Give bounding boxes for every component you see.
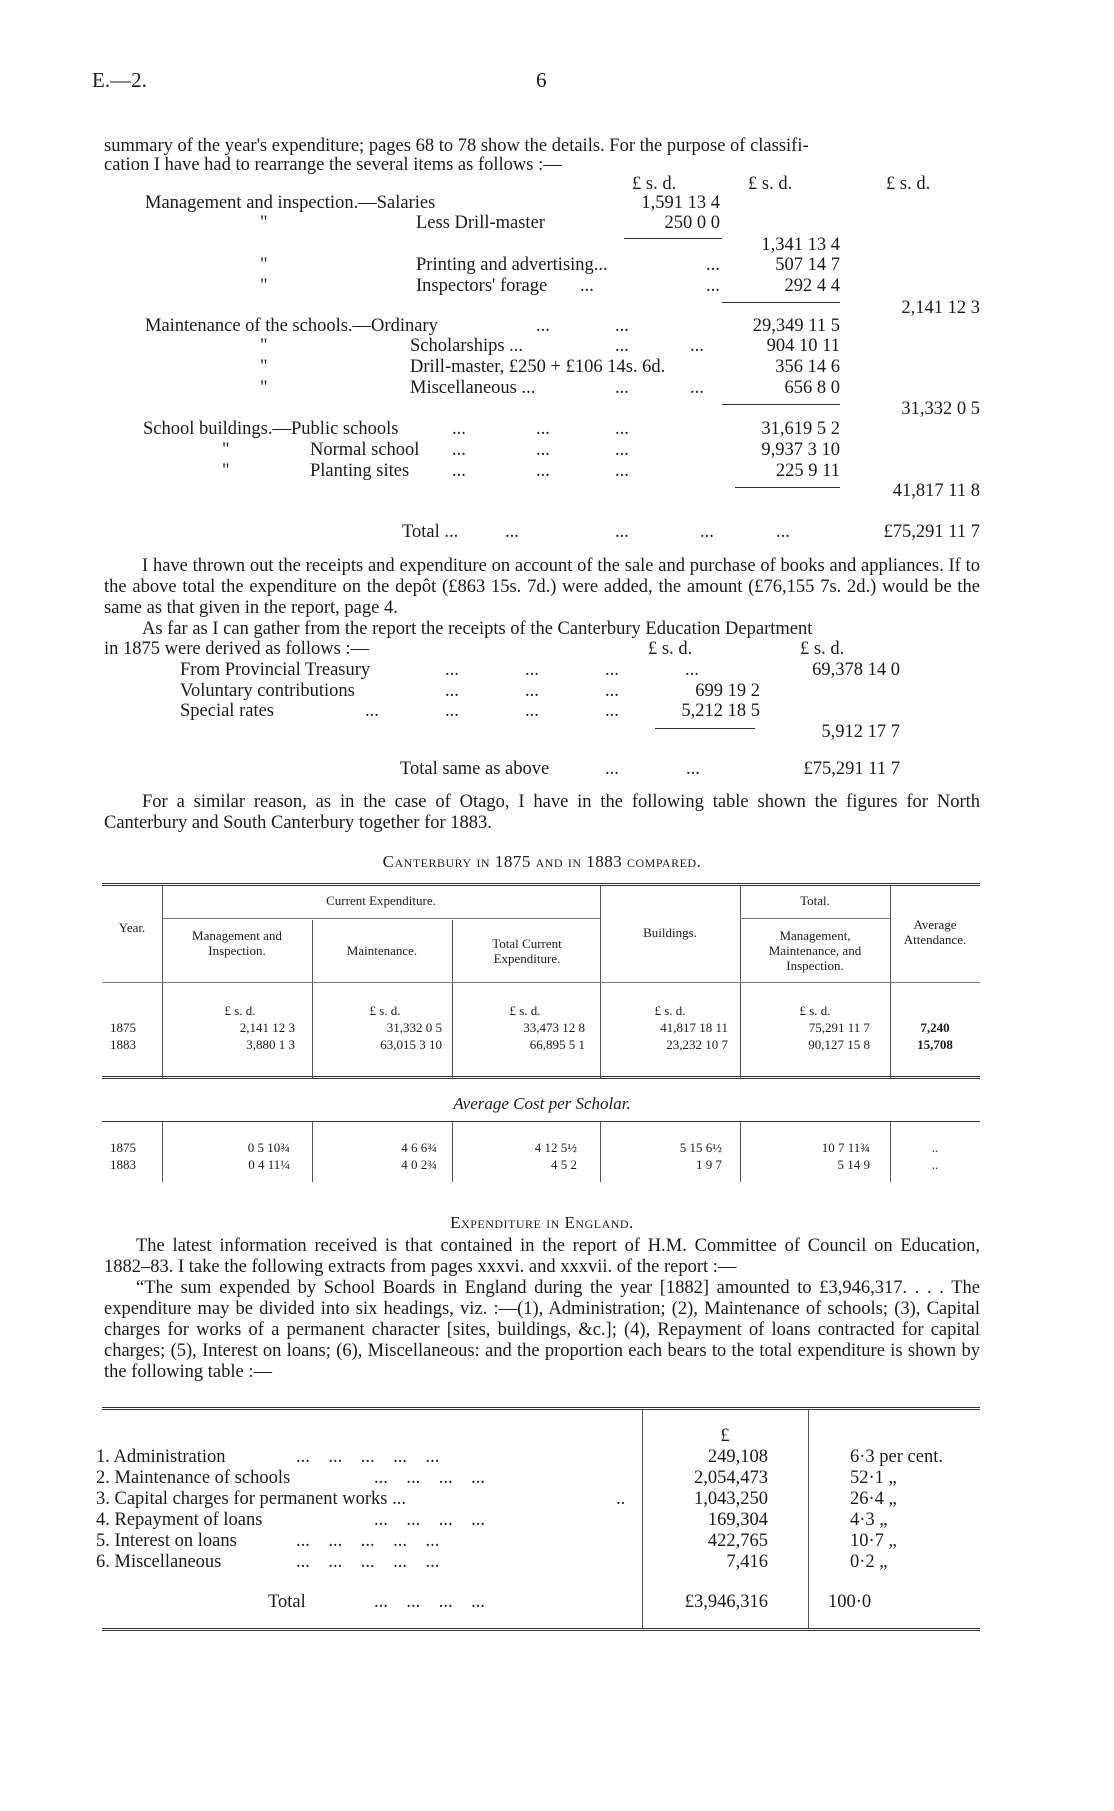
ditto-mark: " xyxy=(260,336,268,356)
item-percent: 52·1 „ xyxy=(850,1468,897,1488)
misc-amount: 656 8 0 xyxy=(784,378,840,398)
cell-total: 75,291 11 7 xyxy=(808,1020,870,1035)
item-amount: 2,054,473 xyxy=(694,1468,768,1488)
unit-label: £ s. d. xyxy=(509,1003,541,1018)
mgmt-subtotal: 1,341 13 4 xyxy=(761,235,840,255)
normal-school-amount: 9,937 3 10 xyxy=(761,440,840,460)
list-item: 5. Interest on loans xyxy=(96,1531,237,1551)
mgmt-total: 2,141 12 3 xyxy=(901,298,980,318)
ditto-mark: " xyxy=(260,357,268,377)
comparison-table-title: Canterbury in 1875 and in 1883 compared. xyxy=(382,852,702,871)
cell-year: 1883 xyxy=(110,1157,136,1172)
maint-total: 31,332 0 5 xyxy=(901,399,980,419)
cell-year: 1875 xyxy=(110,1140,136,1155)
normal-school-label: Normal school xyxy=(310,440,420,460)
cell-maint: 4 6 6¾ xyxy=(401,1140,437,1155)
misc-label: Miscellaneous ... xyxy=(410,378,536,398)
cell-mgmt: 3,880 1 3 xyxy=(246,1037,295,1052)
list-item: 3. Capital charges for permanent works ... xyxy=(96,1489,406,1509)
unit-label: £ s. d. xyxy=(369,1003,401,1018)
unit-label: £ s. d. xyxy=(654,1003,686,1018)
cell-build: 1 9 7 xyxy=(696,1157,722,1172)
receipts-total-label: Total same as above xyxy=(400,759,550,779)
ditto-mark: " xyxy=(260,213,268,233)
header-mgmt: Management and Inspection. xyxy=(192,928,282,958)
cell-year: 1883 xyxy=(110,1037,136,1052)
cell-build: 41,817 18 11 xyxy=(660,1020,728,1035)
ditto-mark: " xyxy=(222,440,230,460)
currency-head-2: £ s. d. xyxy=(748,174,793,194)
intro-line-2: cation I have had to rearrange the several items as follows :— xyxy=(104,155,562,175)
item-percent: 26·4 „ xyxy=(850,1489,897,1509)
less-drill-label: Less Drill-master xyxy=(416,213,545,233)
voluntary-amount: 699 19 2 xyxy=(695,681,760,701)
england-quote: “The sum expended by School Boards in England during the year [1882] amounted to £3,946,317. . . . The expenditure may be divided into six headings, viz. :—(1), Administration; (2), Maintenance of schools; (3), Capital charges for works of a permanent character [sites, buildings, &c.]; (4), Repayment of loans contracted for capital charges; (5), Interest on loans; (6), Miscellaneous: and the proportion each bears to the total expenditure is shown by the following table :— xyxy=(104,1278,980,1382)
item-percent: 6·3 per cent. xyxy=(850,1447,943,1467)
paragraph-depot: I have thrown out the receipts and expenditure on account of the sale and purchase of books and appliances. If to the above total the expenditure on the depôt (£863 15s. 7d.) were added, the amount (£76,155 7s. 2d.) would be the same as that given in the report, page 4. xyxy=(104,556,980,618)
england-title: Expenditure in England. xyxy=(450,1213,634,1232)
header-average-attendance: Average Attendance. xyxy=(903,917,967,947)
header-total-current: Total Current Expenditure. xyxy=(492,936,562,966)
item-percent: 4·3 „ xyxy=(850,1510,888,1530)
item-amount: 169,304 xyxy=(707,1510,768,1530)
drill-label: Drill-master, £250 + £106 14s. 6d. xyxy=(410,357,666,377)
item-percent: 10·7 „ xyxy=(850,1531,897,1551)
header-buildings: Buildings. xyxy=(643,925,697,940)
forage-amount: 292 4 4 xyxy=(784,276,840,296)
ditto-mark: " xyxy=(222,461,230,481)
cell-tce: 4 5 2 xyxy=(551,1157,577,1172)
public-schools-amount: 31,619 5 2 xyxy=(761,419,840,439)
ditto-mark: " xyxy=(260,378,268,398)
maint-title: Maintenance of the schools.—Ordinary xyxy=(145,316,438,336)
item-amount: 1,043,250 xyxy=(694,1489,768,1509)
grand-total-label: Total ... xyxy=(402,522,459,542)
receipts-total-amount: £75,291 11 7 xyxy=(803,759,900,779)
scholarships-amount: 904 10 11 xyxy=(766,336,840,356)
header-total-sub: Management, Maintenance, and Inspection. xyxy=(768,928,862,973)
build-total: 41,817 11 8 xyxy=(892,481,980,501)
receipts-line-1: As far as I can gather from the report the receipts of the Canterbury Education Department xyxy=(142,619,813,639)
list-item: 2. Maintenance of schools xyxy=(96,1468,291,1488)
special-label: Special rates xyxy=(180,701,274,721)
provincial-label: From Provincial Treasury xyxy=(180,660,371,680)
cell-maint: 4 0 2¾ xyxy=(401,1157,437,1172)
cell-mgmt: 2,141 12 3 xyxy=(239,1020,295,1035)
intro-line-1: summary of the year's expenditure; pages 68 to 78 show the details. For the purpose of classifi- xyxy=(104,136,809,156)
cell-maint: 31,332 0 5 xyxy=(386,1020,442,1035)
item-amount: 7,416 xyxy=(726,1552,768,1572)
less-drill-amount: 250 0 0 xyxy=(664,213,720,233)
cell-build: 5 15 6½ xyxy=(679,1140,722,1155)
forage-label: Inspectors' forage xyxy=(416,276,548,296)
cell-mgmt: 0 4 11¼ xyxy=(248,1157,290,1172)
cost-per-scholar-title: Average Cost per Scholar. xyxy=(453,1094,631,1113)
cell-attendance: .. xyxy=(931,1157,939,1172)
cell-tce: 66,895 5 1 xyxy=(529,1037,585,1052)
grand-total-amount: £75,291 11 7 xyxy=(883,522,980,542)
receipts-subtotal: 5,912 17 7 xyxy=(821,722,900,742)
paragraph-similar-reason: For a similar reason, as in the case of Otago, I have in the following table shown the figures for North Canterbury and South Canterbury together for 1883. xyxy=(104,792,980,833)
cell-build: 23,232 10 7 xyxy=(666,1037,728,1052)
item-percent: 0·2 „ xyxy=(850,1552,888,1572)
list-item: 4. Repayment of loans xyxy=(96,1510,263,1530)
printing-amount: 507 14 7 xyxy=(775,255,840,275)
item-amount: 249,108 xyxy=(707,1447,768,1467)
cell-tce: 33,473 12 8 xyxy=(523,1020,585,1035)
cell-total: 5 14 9 xyxy=(837,1157,870,1172)
receipts-line-2: in 1875 were derived as follows :— xyxy=(104,639,370,659)
printing-label: Printing and advertising... xyxy=(416,255,608,275)
england-paragraph-1: The latest information received is that contained in the report of H.M. Committee of Council on Education, 1882–83. I take the following extracts from pages xxxvi. and xxxvii. of the report :— xyxy=(104,1236,980,1277)
provincial-amount: 69,378 14 0 xyxy=(812,660,900,680)
cell-attendance: 15,708 xyxy=(917,1037,953,1052)
special-amount: 5,212 18 5 xyxy=(681,701,760,721)
cell-year: 1875 xyxy=(110,1020,136,1035)
unit-label: £ s. d. xyxy=(224,1003,256,1018)
header-maintenance: Maintenance. xyxy=(346,943,418,958)
drill-amount: 356 14 6 xyxy=(775,357,840,377)
ditto-mark: " xyxy=(260,276,268,296)
header-total: Total. xyxy=(800,893,830,908)
england-total-amount: £3,946,316 xyxy=(684,1592,768,1612)
build-title: School buildings.—Public schools xyxy=(143,419,399,439)
cell-attendance: 7,240 xyxy=(920,1020,950,1035)
cell-maint: 63,015 3 10 xyxy=(380,1037,442,1052)
report-ref: E.—2. xyxy=(92,68,147,92)
scholarships-label: Scholarships ... xyxy=(410,336,524,356)
mgmt-title: Management and inspection.—Salaries xyxy=(145,193,436,213)
unit-pound: £ xyxy=(720,1426,730,1446)
page-number: 6 xyxy=(536,68,547,92)
list-item: 1. Administration xyxy=(96,1447,226,1467)
planting-label: Planting sites xyxy=(310,461,410,481)
header-year: Year. xyxy=(118,920,146,935)
cell-mgmt: 0 5 10¾ xyxy=(247,1140,290,1155)
cell-attendance: .. xyxy=(931,1140,939,1155)
list-item: 6. Miscellaneous xyxy=(96,1552,222,1572)
ordinary-amount: 29,349 11 5 xyxy=(752,316,840,336)
england-total-label: Total xyxy=(268,1592,306,1612)
planting-amount: 225 9 11 xyxy=(775,461,840,481)
header-current-expenditure: Current Expenditure. xyxy=(326,893,436,908)
cell-tce: 4 12 5½ xyxy=(534,1140,577,1155)
england-total-percent: 100·0 xyxy=(828,1592,872,1612)
receipts-head-1: £ s. d. xyxy=(648,639,693,659)
receipts-head-2: £ s. d. xyxy=(800,639,845,659)
ditto-mark: " xyxy=(260,255,268,275)
voluntary-label: Voluntary contributions xyxy=(180,681,355,701)
item-amount: 422,765 xyxy=(707,1531,768,1551)
currency-head-1: £ s. d. xyxy=(632,174,677,194)
cell-total: 10 7 11¾ xyxy=(821,1140,870,1155)
currency-head-3: £ s. d. xyxy=(886,174,931,194)
cell-total: 90,127 15 8 xyxy=(808,1037,870,1052)
salaries-amount: 1,591 13 4 xyxy=(641,193,720,213)
unit-label: £ s. d. xyxy=(799,1003,831,1018)
